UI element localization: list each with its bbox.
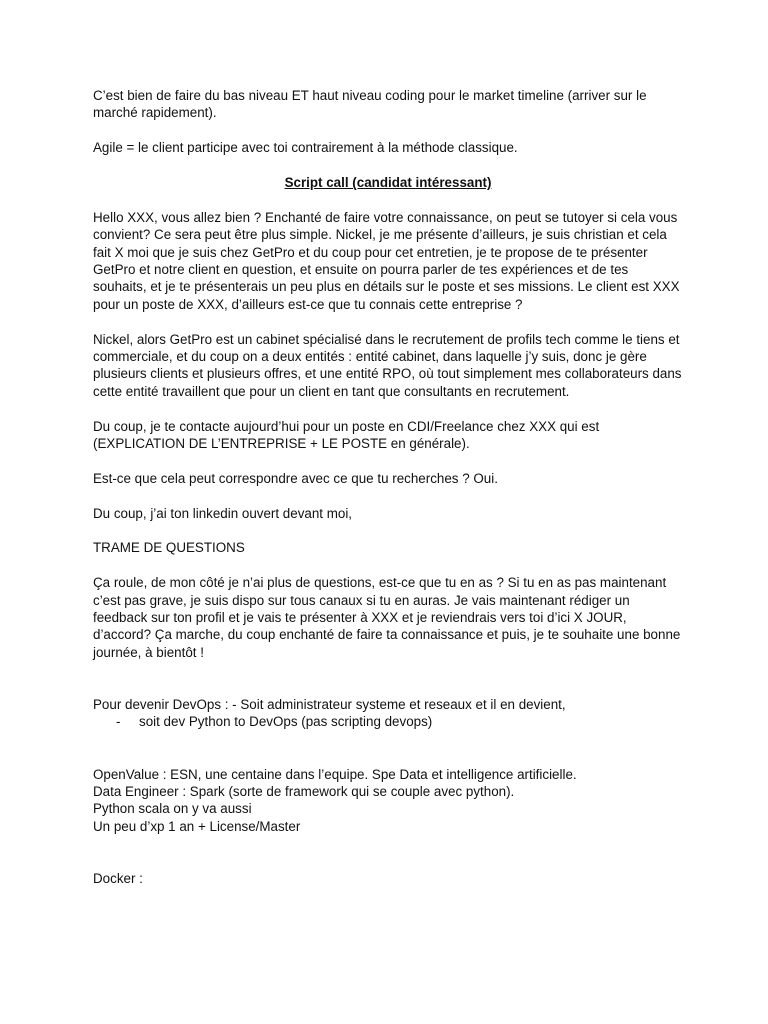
paragraph-getpro-presentation: Nickel, alors GetPro est un cabinet spécialisé dans le recrutement de profils tech comme le tiens et commerciale, et du coup on a deux entités : entité cabinet, dans laquelle j’y suis, donc je gère plusieurs clients et plusieurs offres, et une entité RPO, où tout simplement mes collaborateurs dans cette entité travaillent que pour un client en tant que consultants en recrutement. — [93, 331, 686, 399]
spacer — [93, 522, 683, 539]
line-python-scala: Python scala on y va aussi — [93, 801, 252, 817]
spacer — [93, 835, 683, 852]
spacer — [93, 679, 683, 696]
paragraph-linkedin: Du coup, j’ai ton linkedin ouvert devant moi, — [93, 505, 353, 521]
paragraph-intro-script: Hello XXX, vous allez bien ? Enchanté de faire votre connaissance, on peut se tutoyer si cela vous convient? Ce sera peut être plus simple. Nickel, je me présente d’ailleurs, je suis christian et cela fait X moi que je suis chez GetPro et du coup pour cet entretien, je te propose de te présenter GetPro et notre client en question, et ensuite on pourra parler de tes expériences et de tes souhaits, et je te présenterais un peu plus en détails sur le poste et ses missions. Le client est XXX pour un poste de XXX, d’ailleurs est-ce que tu connais cette entreprise ? — [93, 209, 684, 312]
section-title: Script call (candidat intéressant) — [284, 175, 492, 190]
spacer — [93, 452, 683, 469]
spacer — [93, 731, 683, 748]
spacer — [93, 122, 683, 139]
spacer — [93, 313, 683, 330]
spacer — [93, 191, 683, 208]
heading-questions: TRAME DE QUESTIONS — [93, 540, 245, 556]
bullet-text: soit dev Python to DevOps (pas scripting devops) — [139, 714, 433, 730]
line-openvalue: OpenValue : ESN, une centaine dans l’equipe. Spe Data et intelligence artificielle. — [93, 766, 577, 782]
paragraph-closing-script: Ça roule, de mon côté je n’ai plus de questions, est-ce que tu en as ? Si tu en as pas maintenant c’est pas grave, je suis dispo sur tous canaux si tu en auras. Je vais maintenant rédiger un feedback sur ton profil et je vais te présenter à XXX et je reviendrais vers toi d’ici X JOUR, d’accord? Ça marche, du coup enchanté de faire ta connaissance et puis, je te souhaite une bonne journée, à bientôt ! — [93, 575, 685, 660]
paragraph-devops: Pour devenir DevOps : - Soit administrateur systeme et reseaux et il en devient, — [93, 697, 566, 713]
paragraph-match-question: Est-ce que cela peut correspondre avec ce que tu recherches ? Oui. — [93, 470, 498, 486]
paragraph-market-timeline: C’est bien de faire du bas niveau ET haut niveau coding pour le market timeline (arriver sur le marché rapidement). — [93, 88, 651, 121]
spacer — [93, 853, 683, 870]
bullet-list-item — [93, 713, 683, 730]
line-experience: Un peu d’xp 1 an + License/Master — [93, 818, 301, 834]
paragraph-agile: Agile = le client participe avec toi contrairement à la méthode classique. — [93, 140, 518, 156]
paragraph-job-contact: Du coup, je te contacte aujourd’hui pour un poste en CDI/Freelance chez XXX qui est (EXPLICATION DE L’ENTREPRISE + LE POSTE en générale). — [93, 418, 603, 452]
bullet-dash: - — [116, 714, 121, 730]
spacer — [93, 157, 683, 174]
document-page — [93, 87, 686, 887]
line-docker: Docker : — [93, 871, 143, 887]
spacer — [93, 661, 683, 678]
spacer — [93, 487, 683, 504]
spacer — [93, 400, 683, 417]
spacer — [93, 748, 683, 765]
line-data-engineer: Data Engineer : Spark (sorte de framework qui se couple avec python). — [93, 784, 515, 800]
spacer — [93, 557, 683, 574]
